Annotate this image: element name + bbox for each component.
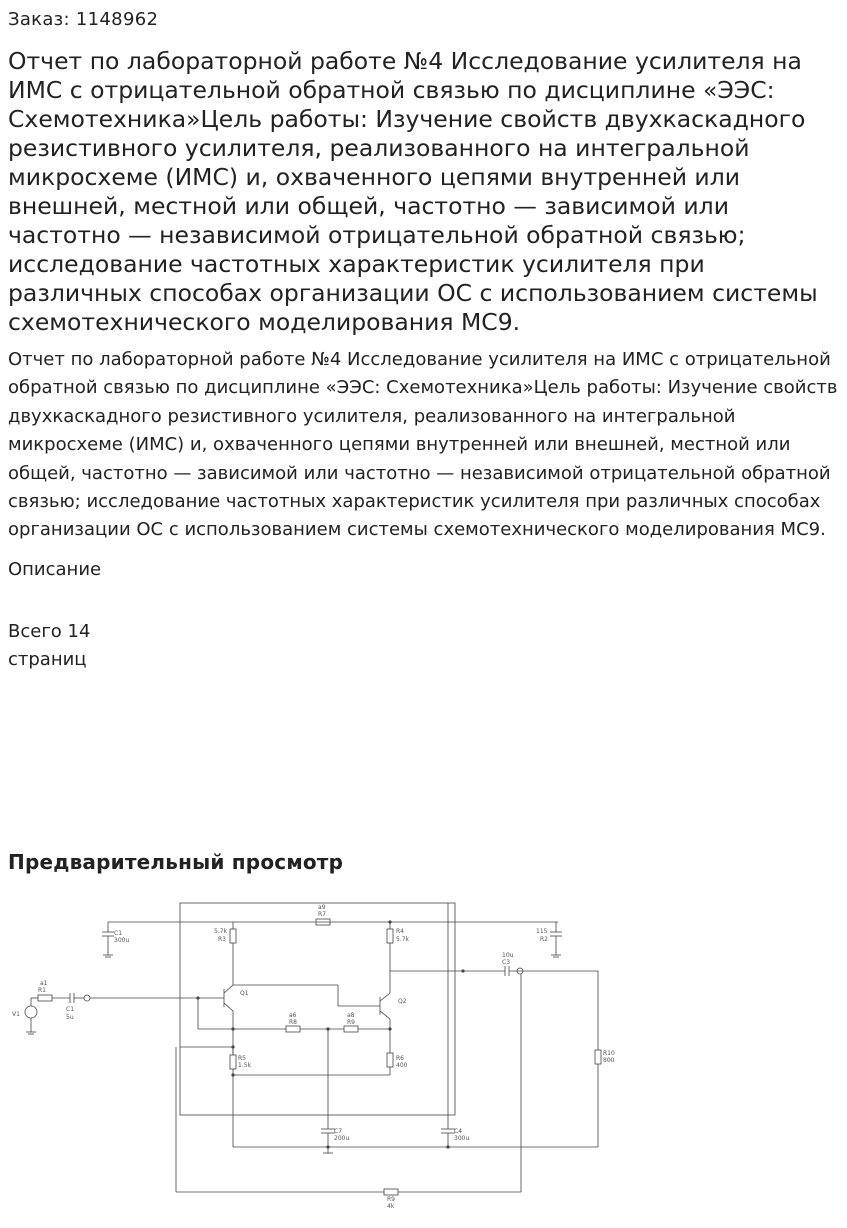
label-cin: C1	[66, 1006, 75, 1013]
label-r7: R7	[318, 911, 326, 918]
label-c1-value: 300u	[114, 937, 130, 944]
label-q1: Q1	[240, 990, 249, 997]
label-r7-node: a9	[318, 904, 326, 911]
label-c3: C3	[502, 959, 511, 966]
label-r1: R1	[38, 987, 46, 994]
label-r4: R4	[396, 928, 404, 935]
label-rfb: R9	[387, 1196, 395, 1203]
label-r8: R8	[289, 1019, 297, 1026]
label-c3-value: 10u	[502, 952, 514, 959]
label-r9-node: a8	[347, 1012, 355, 1019]
label-c1: C1	[114, 930, 123, 937]
label-r6-value: 400	[396, 1062, 408, 1069]
preview-heading: Предварительный просмотр	[8, 850, 344, 874]
label-r9: R9	[347, 1019, 355, 1026]
label-r5-value: 1.5k	[238, 1062, 252, 1069]
label-r115: 115	[536, 928, 548, 935]
label-q2: Q2	[398, 998, 407, 1005]
label-r6: R6	[396, 1055, 404, 1062]
label-r8-node: a6	[289, 1012, 297, 1019]
document-page	[8, 0, 838, 1210]
label-r115-b: R2	[540, 936, 548, 943]
label-rload-value: 800	[603, 1057, 615, 1064]
label-r3: R3	[218, 936, 226, 943]
label-c4: C4	[454, 1128, 463, 1135]
label-rload: R10	[603, 1050, 615, 1057]
label-r4-value: 5.7k	[396, 936, 410, 943]
label-r1-node: a1	[40, 980, 48, 987]
label-c7-value: 200u	[334, 1135, 350, 1142]
label-v1: V1	[12, 1011, 20, 1018]
description-label: Описание	[8, 558, 102, 580]
page-count: Всего 14 страниц	[8, 620, 91, 670]
document-title: Отчет по лабораторной работе №4 Исследование усилителя на ИМС с отрицательной обратной связью по дисциплине «ЭЭС: Схемотехника»Цель работы: Изучение свойств двухкаскадного резистивного усилителя, реализованного на интегральной микросхеме (ИМС) и, охваченного цепями внутренней или внешней, местной или общей, частотно — зависимой или частотно — независимой отрицательной обратной связью; исследование частотных характеристик усилителя при различных способах организации ОС с использованием системы схемотехнического моделирования МС9.	[8, 47, 818, 336]
circuit-schematic-preview	[8, 895, 618, 1215]
document-body: Отчет по лабораторной работе №4 Исследование усилителя на ИМС с отрицательной обратной связью по дисциплине «ЭЭС: Схемотехника»Цель работы: Изучение свойств двухкаскадного резистивного усилителя, реализованного на интегральной микросхеме (ИМС) и, охваченного цепями внутренней или внешней, местной или общей, частотно — зависимой или частотно — независимой отрицательной обратной связью; исследование частотных характеристик усилителя при различных способах организации ОС с использованием системы схемотехнического моделирования МС9.	[8, 349, 838, 541]
label-c7: C7	[334, 1128, 343, 1135]
label-r5: R5	[238, 1055, 246, 1062]
order-number: Заказ: 1148962	[8, 9, 159, 30]
label-rfb-value: 4k	[387, 1203, 395, 1210]
label-c4-value: 300u	[454, 1135, 470, 1142]
label-cin-value: 5u	[66, 1014, 74, 1021]
label-r3-value: 5.7k	[214, 928, 228, 935]
